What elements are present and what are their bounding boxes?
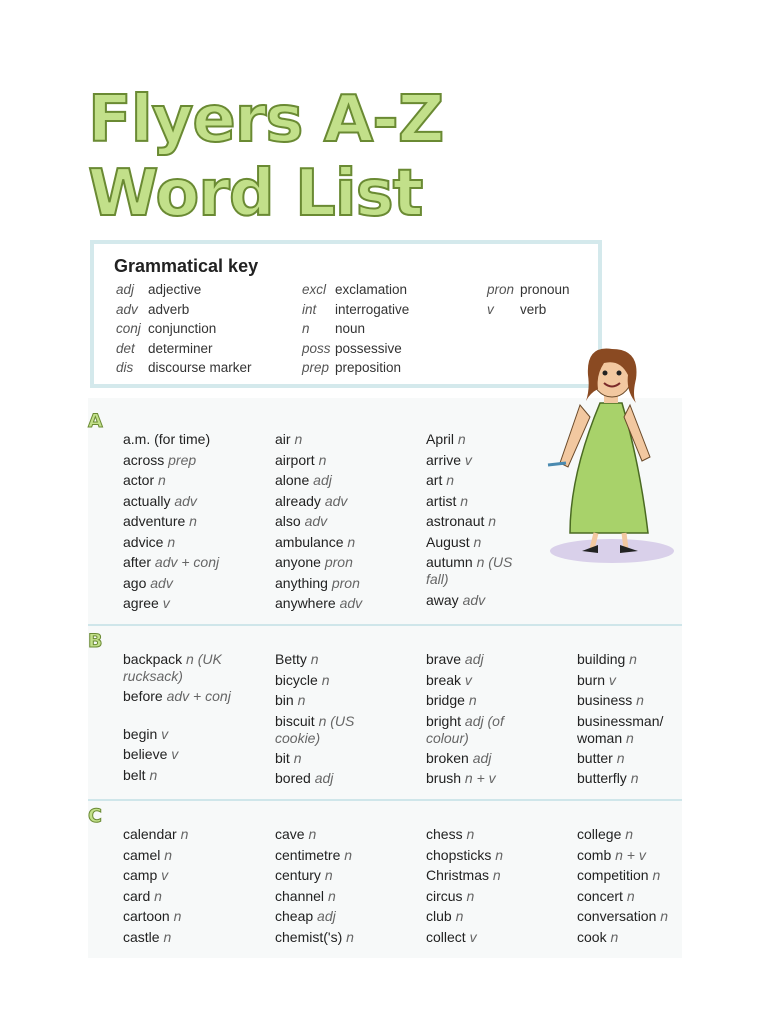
word-entry — [275, 472, 415, 489]
key-entry — [302, 282, 407, 297]
word-text: actor — [123, 472, 155, 488]
word-text: butterfly — [577, 770, 627, 786]
part-of-speech: adv — [174, 493, 197, 509]
word-text: collect — [426, 929, 466, 945]
key-meaning: preposition — [335, 360, 402, 375]
part-of-speech: n — [629, 651, 637, 667]
word-text: away — [426, 592, 459, 608]
word-text: ago — [123, 575, 147, 591]
key-abbreviation: conj — [116, 321, 141, 336]
word-text: believe — [123, 746, 168, 762]
key-abbreviation: prep — [302, 360, 330, 375]
word-entry — [123, 595, 263, 612]
part-of-speech: adj — [314, 770, 334, 786]
word-entry — [426, 750, 521, 767]
word-entry — [577, 672, 677, 689]
word-entry — [426, 692, 521, 709]
word-entry — [426, 867, 566, 884]
word-entry — [577, 888, 717, 905]
word-entry — [123, 826, 263, 843]
word-entry — [426, 534, 526, 551]
part-of-speech: n — [294, 431, 303, 447]
word-entry — [275, 770, 375, 787]
part-of-speech: n — [297, 692, 306, 708]
part-of-speech: n (US cookie) — [275, 713, 355, 746]
word-text: business — [577, 692, 633, 708]
word-entry — [577, 867, 717, 884]
word-text: camp — [123, 867, 158, 883]
part-of-speech: n — [466, 826, 475, 842]
word-text: agree — [123, 595, 159, 611]
part-of-speech: n — [446, 472, 455, 488]
part-of-speech: n — [492, 867, 501, 883]
word-text: college — [577, 826, 622, 842]
word-text: chemist('s) — [275, 929, 343, 945]
part-of-speech: n — [189, 513, 197, 529]
part-of-speech: v — [171, 746, 179, 762]
word-text: bright — [426, 713, 462, 729]
key-meaning: interrogative — [335, 301, 410, 317]
word-text: advice — [123, 534, 164, 550]
word-text: bored — [275, 770, 311, 786]
word-text: castle — [123, 929, 160, 945]
word-text: chopsticks — [426, 847, 492, 863]
key-entry — [302, 302, 409, 317]
part-of-speech: v — [161, 726, 169, 742]
part-of-speech: n — [324, 867, 333, 883]
page-title-line-2: Word List — [88, 157, 423, 231]
key-entry — [116, 321, 216, 336]
word-text: club — [426, 908, 452, 924]
word-entry — [426, 554, 526, 588]
chalk — [548, 463, 566, 465]
part-of-speech: adv — [304, 513, 328, 529]
word-entry — [123, 431, 263, 448]
part-of-speech: n — [158, 472, 166, 488]
word-entry — [123, 908, 263, 925]
word-entry — [275, 534, 415, 551]
part-of-speech: n — [167, 534, 176, 550]
part-of-speech: n — [163, 929, 172, 945]
part-of-speech: n — [318, 452, 327, 468]
word-entry — [123, 746, 233, 763]
word-entry — [577, 651, 677, 668]
word-entry — [275, 431, 415, 448]
part-of-speech: n — [346, 929, 354, 945]
part-of-speech: prep — [168, 452, 197, 468]
part-of-speech: n — [626, 888, 635, 904]
part-of-speech: n (US fall) — [426, 554, 513, 587]
word-text: burn — [577, 672, 606, 688]
word-text: air — [275, 431, 291, 447]
word-text: adventure — [123, 513, 186, 529]
word-entry — [577, 713, 677, 747]
word-text: card — [123, 888, 151, 904]
key-meaning: noun — [335, 321, 366, 336]
part-of-speech: n (UK rucksack) — [123, 651, 222, 684]
key-meaning: conjunction — [148, 321, 217, 336]
word-text: cave — [275, 826, 305, 842]
word-text: butter — [577, 750, 613, 766]
part-of-speech: n — [457, 431, 466, 447]
key-entry — [487, 302, 546, 317]
word-text: anywhere — [275, 595, 336, 611]
key-abbreviation: adj — [116, 282, 135, 297]
word-text: also — [275, 513, 301, 529]
key-abbreviation: det — [116, 340, 135, 356]
key-entry — [116, 282, 201, 297]
part-of-speech: n — [610, 929, 619, 945]
word-entry — [275, 575, 415, 592]
word-entry — [123, 726, 233, 743]
part-of-speech: n — [460, 493, 469, 509]
eye — [617, 371, 622, 376]
key-entry — [116, 360, 252, 375]
word-text: April — [426, 431, 455, 447]
word-entry — [123, 534, 263, 551]
word-text: anything — [275, 575, 328, 591]
word-entry — [577, 908, 717, 925]
word-entry — [123, 493, 263, 510]
word-text: Betty — [275, 651, 307, 667]
word-text: concert — [577, 888, 623, 904]
word-text: art — [426, 472, 443, 488]
word-text: century — [275, 867, 321, 883]
word-text: conversation — [577, 908, 657, 924]
key-meaning: adverb — [148, 301, 190, 317]
word-entry — [275, 908, 415, 925]
part-of-speech: n — [327, 888, 336, 904]
key-meaning: exclamation — [335, 282, 408, 297]
key-abbreviation: adv — [116, 301, 138, 317]
key-entry — [487, 282, 570, 297]
word-entry — [123, 554, 263, 571]
word-text: Christmas — [426, 867, 490, 883]
key-meaning: possessive — [335, 340, 402, 356]
word-entry — [426, 713, 521, 747]
word-entry — [123, 452, 263, 469]
word-entry — [123, 513, 263, 530]
part-of-speech: pron — [324, 554, 353, 570]
word-entry — [275, 826, 415, 843]
part-of-speech: n — [660, 908, 669, 924]
word-entry — [275, 672, 375, 689]
page-title-line-1: Flyers A-Z — [88, 83, 444, 157]
part-of-speech: n — [468, 692, 477, 708]
word-entry — [123, 688, 233, 705]
key-abbreviation: excl — [302, 282, 327, 297]
word-entry — [426, 592, 526, 609]
part-of-speech: n — [321, 672, 330, 688]
word-entry — [275, 867, 415, 884]
part-of-speech: adj — [464, 651, 484, 667]
key-meaning: verb — [520, 301, 547, 317]
part-of-speech: n + v — [464, 770, 496, 786]
word-entry — [577, 826, 717, 843]
word-text: after — [123, 554, 152, 570]
key-entry — [116, 302, 189, 317]
part-of-speech: n — [455, 908, 464, 924]
part-of-speech: n — [466, 888, 475, 904]
part-of-speech: v — [162, 595, 170, 611]
word-text: brush — [426, 770, 462, 786]
word-entry — [426, 493, 526, 510]
word-entry — [426, 472, 526, 489]
part-of-speech: n — [652, 867, 661, 883]
part-of-speech: n — [473, 534, 482, 550]
eye — [603, 371, 608, 376]
word-entry — [426, 929, 566, 946]
word-entry — [275, 493, 415, 510]
key-meaning: pronoun — [520, 282, 570, 297]
part-of-speech: v — [469, 929, 477, 945]
word-entry — [426, 651, 521, 668]
word-entry — [577, 750, 677, 767]
word-text: calendar — [123, 826, 177, 842]
word-entry — [426, 770, 521, 787]
part-of-speech: adv — [462, 592, 486, 608]
key-entry — [302, 341, 402, 356]
word-text: arrive — [426, 452, 462, 468]
key-abbreviation: n — [302, 321, 310, 336]
part-of-speech: n — [154, 888, 162, 904]
teacher-illustration — [540, 345, 680, 570]
section-letter-a: A — [88, 410, 103, 432]
part-of-speech: adj — [472, 750, 492, 766]
word-entry — [426, 888, 566, 905]
word-text: astronaut — [426, 513, 485, 529]
word-text: already — [275, 493, 321, 509]
word-text: camel — [123, 847, 161, 863]
word-text: brave — [426, 651, 462, 667]
word-entry — [123, 929, 263, 946]
word-entry — [275, 595, 415, 612]
part-of-speech: n — [636, 692, 644, 708]
part-of-speech: n — [344, 847, 353, 863]
part-of-speech: n — [180, 826, 189, 842]
word-text: cook — [577, 929, 607, 945]
word-entry — [577, 847, 717, 864]
key-entry — [302, 321, 365, 336]
word-entry — [426, 826, 566, 843]
word-text: begin — [123, 726, 158, 742]
word-entry — [275, 651, 375, 668]
part-of-speech: adv — [324, 493, 348, 509]
word-text: bridge — [426, 692, 465, 708]
word-entry — [275, 929, 415, 946]
word-text: biscuit — [275, 713, 315, 729]
part-of-speech: adv — [339, 595, 363, 611]
key-meaning: determiner — [148, 340, 213, 356]
word-text: autumn — [426, 554, 473, 570]
word-entry — [426, 452, 526, 469]
word-text: centimetre — [275, 847, 341, 863]
word-text: before — [123, 688, 163, 704]
part-of-speech: n — [293, 750, 302, 766]
part-of-speech: adj — [317, 908, 336, 924]
word-entry — [275, 554, 415, 571]
word-entry — [426, 672, 521, 689]
word-text: alone — [275, 472, 310, 488]
key-abbreviation: dis — [116, 360, 134, 375]
word-text: chess — [426, 826, 463, 842]
word-text: airport — [275, 452, 315, 468]
key-abbreviation: v — [487, 301, 494, 317]
key-entry — [116, 341, 213, 356]
part-of-speech: n + v — [615, 847, 646, 863]
part-of-speech: v — [464, 672, 472, 688]
word-text: backpack — [123, 651, 183, 667]
part-of-speech: n — [149, 767, 158, 783]
word-text: competition — [577, 867, 649, 883]
section-letter-c: C — [88, 805, 102, 827]
word-text: actually — [123, 493, 171, 509]
part-of-speech: adj (of colour) — [426, 713, 504, 746]
key-meaning: discourse marker — [148, 360, 252, 375]
shadow-ellipse — [550, 539, 674, 563]
word-entry — [275, 888, 415, 905]
key-entry — [302, 360, 401, 375]
key-abbreviation: int — [302, 301, 317, 317]
word-text: break — [426, 672, 462, 688]
part-of-speech: adv — [150, 575, 173, 591]
part-of-speech: n — [616, 750, 625, 766]
word-entry — [577, 929, 717, 946]
part-of-speech: v — [161, 867, 169, 883]
word-entry — [123, 472, 263, 489]
word-entry — [275, 513, 415, 530]
word-entry — [426, 431, 526, 448]
word-text: cartoon — [123, 908, 170, 924]
word-text: bit — [275, 750, 290, 766]
word-entry — [123, 651, 233, 685]
word-text: bin — [275, 692, 294, 708]
grammatical-key-heading: Grammatical key — [114, 256, 259, 276]
section-letter-b: B — [88, 630, 103, 652]
part-of-speech: v — [608, 672, 616, 688]
part-of-speech: n — [173, 908, 182, 924]
word-text: artist — [426, 493, 457, 509]
word-entry — [123, 888, 263, 905]
part-of-speech: adv + conj — [166, 688, 231, 704]
part-of-speech: n — [630, 770, 639, 786]
word-text: bicycle — [275, 672, 318, 688]
word-entry — [275, 692, 375, 709]
word-entry — [123, 867, 263, 884]
word-text: channel — [275, 888, 325, 904]
word-entry — [275, 713, 375, 747]
word-entry — [426, 513, 526, 530]
section-divider — [88, 799, 682, 801]
part-of-speech: n — [488, 513, 497, 529]
word-entry — [123, 767, 233, 784]
part-of-speech: pron — [331, 575, 360, 591]
part-of-speech: n — [308, 826, 317, 842]
word-text: ambulance — [275, 534, 344, 550]
word-text: circus — [426, 888, 463, 904]
word-entry — [426, 908, 566, 925]
word-text: cheap — [275, 908, 314, 924]
key-abbreviation: poss — [302, 340, 331, 356]
word-text: across — [123, 452, 165, 468]
part-of-speech: n — [626, 730, 634, 746]
word-text: August — [426, 534, 470, 550]
part-of-speech: n — [347, 534, 356, 550]
word-entry — [123, 575, 263, 592]
part-of-speech: adv + conj — [154, 554, 220, 570]
part-of-speech: n — [625, 826, 634, 842]
word-text: broken — [426, 750, 469, 766]
word-text: comb — [577, 847, 612, 863]
word-entry — [275, 452, 415, 469]
word-entry — [577, 692, 677, 709]
word-entry — [275, 750, 375, 767]
section-divider — [88, 624, 682, 626]
part-of-speech: adj — [313, 472, 332, 488]
part-of-speech: n — [310, 651, 319, 667]
word-entry — [426, 847, 566, 864]
grammatical-key-box — [90, 240, 602, 388]
word-text: building — [577, 651, 626, 667]
part-of-speech: v — [464, 452, 472, 468]
word-entry — [577, 770, 677, 787]
word-entry — [123, 847, 263, 864]
word-text: belt — [123, 767, 146, 783]
part-of-speech: n — [164, 847, 173, 863]
key-abbreviation: pron — [487, 282, 515, 297]
part-of-speech: n — [495, 847, 504, 863]
word-entry — [275, 847, 415, 864]
word-text: a.m. (for time) — [123, 431, 211, 447]
key-meaning: adjective — [148, 282, 202, 297]
word-text: anyone — [275, 554, 321, 570]
word-text: businessman/ woman — [577, 713, 664, 746]
